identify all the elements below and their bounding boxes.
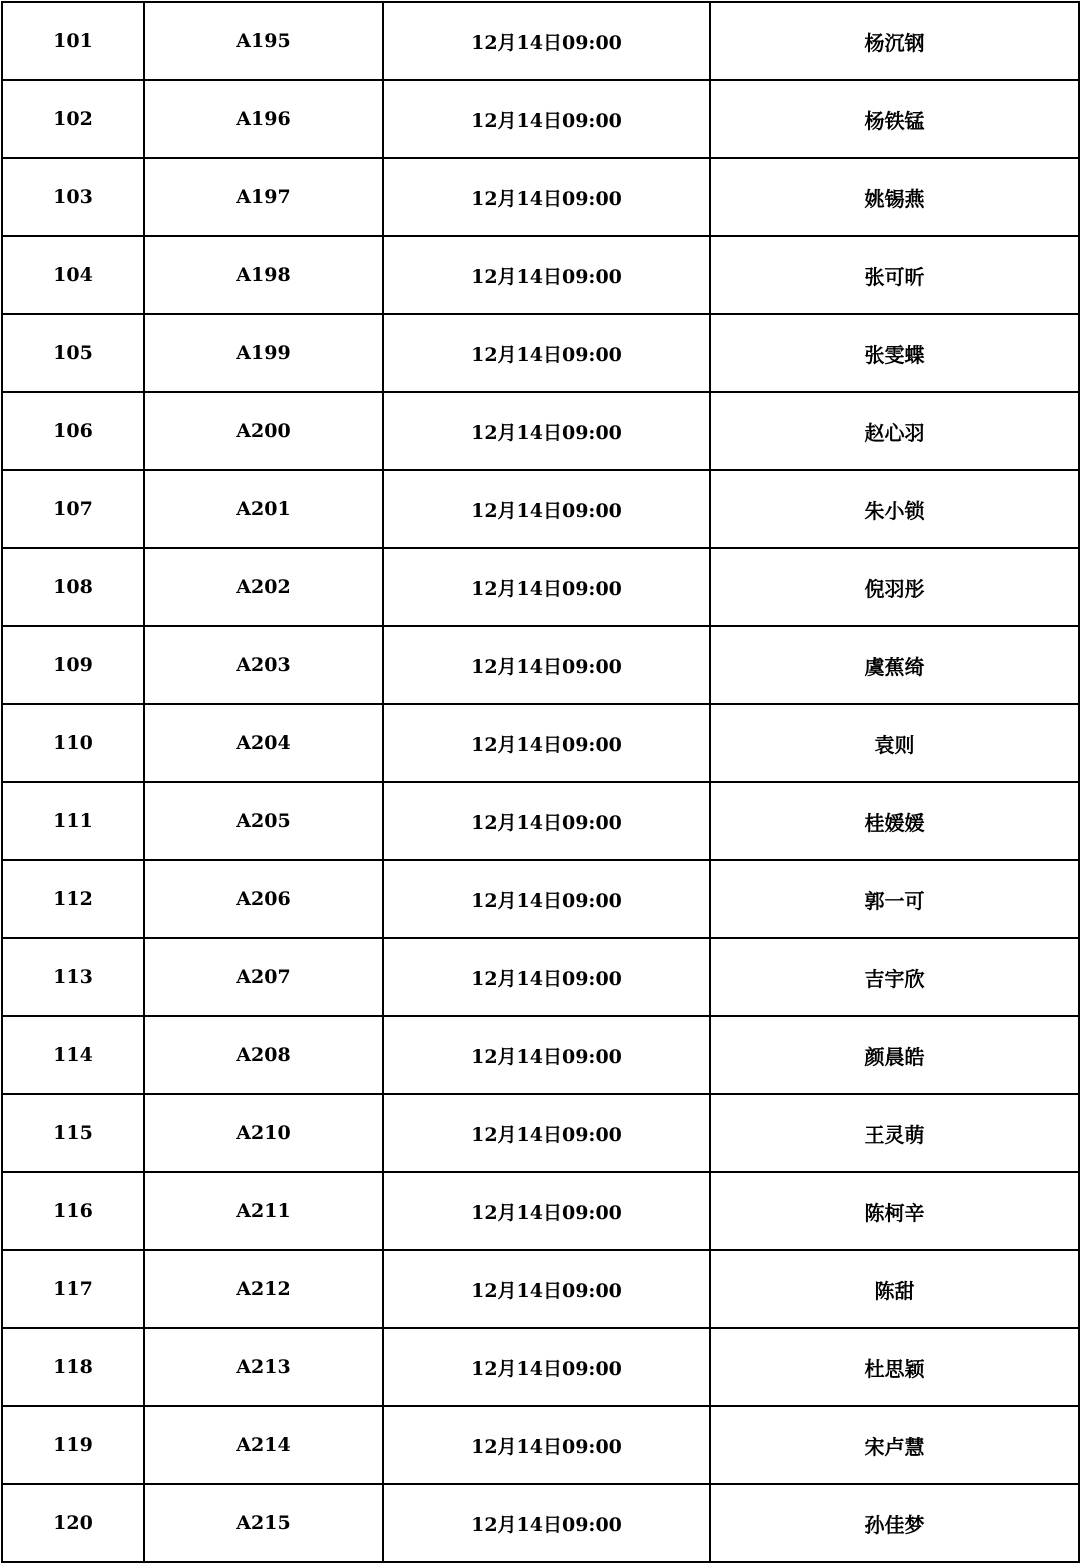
- code-cell: A197: [144, 158, 383, 236]
- code-cell: A207: [144, 938, 383, 1016]
- name-cell: 陈甜: [710, 1250, 1079, 1328]
- table-row: [2, 782, 1079, 860]
- name-cell: 吉宇欣: [710, 938, 1079, 1016]
- time-cell: 12月14日09:00: [383, 236, 710, 314]
- name-cell: 桂媛媛: [710, 782, 1079, 860]
- table-row: [2, 1250, 1079, 1328]
- time-cell: 12月14日09:00: [383, 782, 710, 860]
- time-cell: 12月14日09:00: [383, 1172, 710, 1250]
- seq-cell: 102: [2, 80, 144, 158]
- code-cell: A202: [144, 548, 383, 626]
- time-cell: 12月14日09:00: [383, 548, 710, 626]
- seq-cell: 105: [2, 314, 144, 392]
- table-row: [2, 1484, 1079, 1562]
- table-row: [2, 1172, 1079, 1250]
- table-row: [2, 1094, 1079, 1172]
- seq-cell: 117: [2, 1250, 144, 1328]
- seq-cell: 116: [2, 1172, 144, 1250]
- code-cell: A205: [144, 782, 383, 860]
- seq-cell: 115: [2, 1094, 144, 1172]
- code-cell: A211: [144, 1172, 383, 1250]
- name-cell: 张雯蝶: [710, 314, 1079, 392]
- seq-cell: 107: [2, 470, 144, 548]
- time-cell: 12月14日09:00: [383, 392, 710, 470]
- table-row: [2, 80, 1079, 158]
- table-row: [2, 704, 1079, 782]
- table-row: [2, 158, 1079, 236]
- name-cell: 王灵萌: [710, 1094, 1079, 1172]
- code-cell: A199: [144, 314, 383, 392]
- table-row: [2, 1406, 1079, 1484]
- table-row: [2, 860, 1079, 938]
- code-cell: A215: [144, 1484, 383, 1562]
- name-cell: 袁则: [710, 704, 1079, 782]
- time-cell: 12月14日09:00: [383, 1406, 710, 1484]
- seq-cell: 106: [2, 392, 144, 470]
- seq-cell: 112: [2, 860, 144, 938]
- seq-cell: 109: [2, 626, 144, 704]
- name-cell: 宋卢慧: [710, 1406, 1079, 1484]
- time-cell: 12月14日09:00: [383, 1094, 710, 1172]
- table-row: [2, 626, 1079, 704]
- name-cell: 张可昕: [710, 236, 1079, 314]
- table-row: [2, 548, 1079, 626]
- name-cell: 颜晨皓: [710, 1016, 1079, 1094]
- table-row: [2, 392, 1079, 470]
- time-cell: 12月14日09:00: [383, 1250, 710, 1328]
- code-cell: A213: [144, 1328, 383, 1406]
- time-cell: 12月14日09:00: [383, 158, 710, 236]
- code-cell: A204: [144, 704, 383, 782]
- table-row: [2, 470, 1079, 548]
- time-cell: 12月14日09:00: [383, 938, 710, 1016]
- code-cell: A195: [144, 2, 383, 80]
- time-cell: 12月14日09:00: [383, 2, 710, 80]
- code-cell: A208: [144, 1016, 383, 1094]
- code-cell: A196: [144, 80, 383, 158]
- code-cell: A212: [144, 1250, 383, 1328]
- seq-cell: 120: [2, 1484, 144, 1562]
- name-cell: 郭一可: [710, 860, 1079, 938]
- seq-cell: 119: [2, 1406, 144, 1484]
- time-cell: 12月14日09:00: [383, 704, 710, 782]
- time-cell: 12月14日09:00: [383, 314, 710, 392]
- time-cell: 12月14日09:00: [383, 1328, 710, 1406]
- time-cell: 12月14日09:00: [383, 1016, 710, 1094]
- table-row: [2, 1328, 1079, 1406]
- name-cell: 虞蕉绮: [710, 626, 1079, 704]
- seq-cell: 110: [2, 704, 144, 782]
- table-row: [2, 2, 1079, 80]
- time-cell: 12月14日09:00: [383, 860, 710, 938]
- time-cell: 12月14日09:00: [383, 626, 710, 704]
- seq-cell: 103: [2, 158, 144, 236]
- seq-cell: 114: [2, 1016, 144, 1094]
- seq-cell: 108: [2, 548, 144, 626]
- code-cell: A201: [144, 470, 383, 548]
- code-cell: A203: [144, 626, 383, 704]
- name-cell: 杨铁锰: [710, 80, 1079, 158]
- table-row: [2, 314, 1079, 392]
- table-row: [2, 938, 1079, 1016]
- time-cell: 12月14日09:00: [383, 80, 710, 158]
- name-cell: 倪羽彤: [710, 548, 1079, 626]
- seq-cell: 104: [2, 236, 144, 314]
- name-cell: 朱小锁: [710, 470, 1079, 548]
- name-cell: 杨沉钢: [710, 2, 1079, 80]
- name-cell: 陈柯辛: [710, 1172, 1079, 1250]
- code-cell: A206: [144, 860, 383, 938]
- table-row: [2, 236, 1079, 314]
- table-row: [2, 1016, 1079, 1094]
- code-cell: A214: [144, 1406, 383, 1484]
- code-cell: A198: [144, 236, 383, 314]
- name-cell: 杜思颖: [710, 1328, 1079, 1406]
- seq-cell: 113: [2, 938, 144, 1016]
- code-cell: A200: [144, 392, 383, 470]
- roster-body: [2, 2, 1079, 1562]
- seq-cell: 118: [2, 1328, 144, 1406]
- roster-table: [1, 1, 1080, 1563]
- seq-cell: 101: [2, 2, 144, 80]
- name-cell: 赵心羽: [710, 392, 1079, 470]
- time-cell: 12月14日09:00: [383, 1484, 710, 1562]
- seq-cell: 111: [2, 782, 144, 860]
- name-cell: 孙佳梦: [710, 1484, 1079, 1562]
- time-cell: 12月14日09:00: [383, 470, 710, 548]
- code-cell: A210: [144, 1094, 383, 1172]
- name-cell: 姚锡燕: [710, 158, 1079, 236]
